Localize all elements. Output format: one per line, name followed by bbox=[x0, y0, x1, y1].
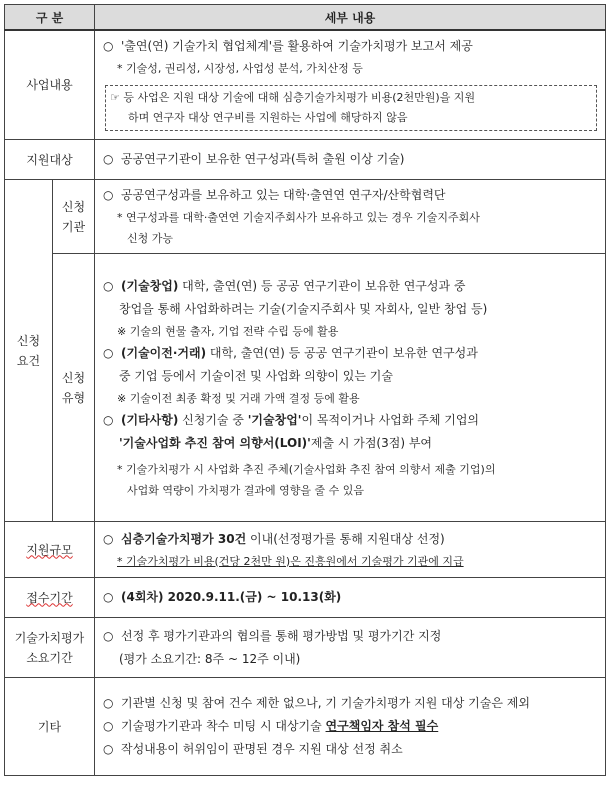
bullet-icon: ○ bbox=[103, 278, 114, 293]
type-a-sub: ※ 기술의 현물 출자, 기업 전략 수립 등에 활용 bbox=[117, 324, 339, 338]
period-label: 접수기간 bbox=[5, 578, 95, 618]
bullet-icon: ○ bbox=[103, 39, 114, 53]
type-c-text3: 제출 시 가점(3점) 부여 bbox=[310, 435, 433, 450]
period-content bbox=[95, 578, 606, 618]
bullet-icon: ○ bbox=[103, 696, 114, 710]
business-note-line2: 하며 연구자 대상 연구비를 지원하는 사업에 해당하지 않음 bbox=[128, 111, 408, 124]
etc-content bbox=[95, 678, 606, 776]
requirements-label: 신청 요건 bbox=[5, 180, 53, 522]
etc-label: 기타 bbox=[5, 678, 95, 776]
business-note-box bbox=[105, 85, 597, 131]
org-sub1: * 연구성과를 대학·출연연 기술지주회사가 보유하고 있는 경우 기술지주회사 bbox=[117, 211, 480, 224]
bullet-icon: ○ bbox=[103, 412, 114, 427]
scale-bold: 심층기술가치평가 30건 bbox=[121, 531, 247, 546]
business-sub1: * 기술성, 권리성, 시장성, 사업성 분석, 가치산정 등 bbox=[117, 62, 363, 75]
type-c-sub2: 사업화 역량이 가치평가 결과에 영향을 줄 수 있음 bbox=[127, 483, 364, 497]
type-c-text2: 이 목적이거나 사업화 주체 기업의 bbox=[301, 412, 480, 427]
bullet-icon: ○ bbox=[103, 531, 114, 546]
type-b-cont: 중 기업 등에서 기술이전 및 사업화 의향이 있는 기술 bbox=[119, 368, 393, 383]
scale-content bbox=[95, 522, 606, 578]
org-line1: 공공연구성과를 보유하고 있는 대학·출연연 연구자/산학협력단 bbox=[121, 188, 446, 202]
duration-label: 기술가치평가 소요기간 bbox=[5, 618, 95, 678]
header-category: 구 분 bbox=[5, 5, 95, 31]
scale-sub: * 기술가치평가 비용(건당 2천만 원)은 진흥원에서 기술평가 기관에 지급 bbox=[117, 554, 464, 568]
etc-line3: 작성내용이 허위임이 판명된 경우 지원 대상 선정 취소 bbox=[121, 742, 403, 756]
type-label: 신청 유형 bbox=[53, 254, 95, 522]
type-b-sub: ※ 기술이전 최종 확정 및 거래 가액 결정 등에 활용 bbox=[117, 391, 360, 405]
type-c-sub1: * 기술가치평가 시 사업화 추진 주체(기술사업화 추진 참여 의향서 제출 기업)의 bbox=[117, 462, 496, 476]
duration-line1: 선정 후 평가기관과의 협의를 통해 평가방법 및 평가기간 지정 bbox=[121, 628, 442, 643]
type-c-title: (기타사항) bbox=[121, 412, 179, 427]
type-a-title: (기술창업) bbox=[121, 278, 179, 293]
type-a-cont: 창업을 통해 사업화하려는 기술(기술지주회사 및 자회사, 일반 창업 등) bbox=[119, 301, 488, 316]
scale-label: 지원규모 bbox=[5, 522, 95, 578]
etc-line1: 기관별 신청 및 참여 건수 제한 없으나, 기 기술가치평가 지원 대상 기술은 제외 bbox=[121, 696, 530, 710]
target-label: 지원대상 bbox=[5, 140, 95, 180]
period-text: (4회차) 2020.9.11.(금) ~ 10.13(화) bbox=[121, 590, 342, 604]
type-b-text: 대학, 출연(연) 등 공공 연구기관이 보유한 연구성과 bbox=[206, 345, 478, 360]
business-label: 사업내용 bbox=[5, 30, 95, 140]
org-sub1b: 신청 가능 bbox=[127, 232, 174, 245]
header-details: 세부 내용 bbox=[95, 5, 606, 31]
etc-line2a: 기술평가기관과 착수 미팅 시 대상기술 bbox=[121, 719, 326, 733]
type-a-text: 대학, 출연(연) 등 공공 연구기관이 보유한 연구성과 중 bbox=[178, 278, 466, 293]
bullet-icon: ○ bbox=[103, 345, 114, 360]
duration-content bbox=[95, 618, 606, 678]
etc-line2b: 연구책임자 참석 필수 bbox=[325, 719, 439, 733]
bullet-icon: ○ bbox=[103, 719, 114, 733]
type-c-bold1: '기술창업' bbox=[247, 412, 302, 427]
bullet-icon: ○ bbox=[103, 628, 114, 643]
type-c-bold2: '기술사업화 추진 참여 의향서(LOI)' bbox=[119, 435, 311, 450]
bullet-icon: ○ bbox=[103, 742, 114, 756]
bullet-icon: ○ bbox=[103, 590, 114, 604]
org-label: 신청 기관 bbox=[53, 180, 95, 254]
target-line1: 공공연구기관이 보유한 연구성과(특허 출원 이상 기술) bbox=[121, 152, 405, 166]
business-line1: '출연(연) 기술가치 협업체계'를 활용하여 기술가치평가 보고서 제공 bbox=[121, 39, 473, 53]
target-content bbox=[95, 140, 606, 180]
org-content bbox=[95, 180, 606, 254]
type-content bbox=[95, 254, 606, 522]
duration-line2: (평가 소요기간: 8주 ~ 12주 이내) bbox=[119, 651, 301, 666]
type-b-title: (기술이전·거래) bbox=[121, 345, 207, 360]
info-table bbox=[4, 4, 606, 776]
scale-text: 이내(선정평가를 통해 지원대상 선정) bbox=[246, 531, 445, 546]
business-note-line1: ☞ 등 사업은 지원 대상 기술에 대해 심층기술가치평가 비용(2천만원)을 지원 bbox=[110, 91, 476, 104]
bullet-icon: ○ bbox=[103, 152, 114, 166]
bullet-icon: ○ bbox=[103, 188, 114, 202]
type-c-text1: 신청기술 중 bbox=[178, 412, 248, 427]
business-content bbox=[95, 30, 606, 140]
